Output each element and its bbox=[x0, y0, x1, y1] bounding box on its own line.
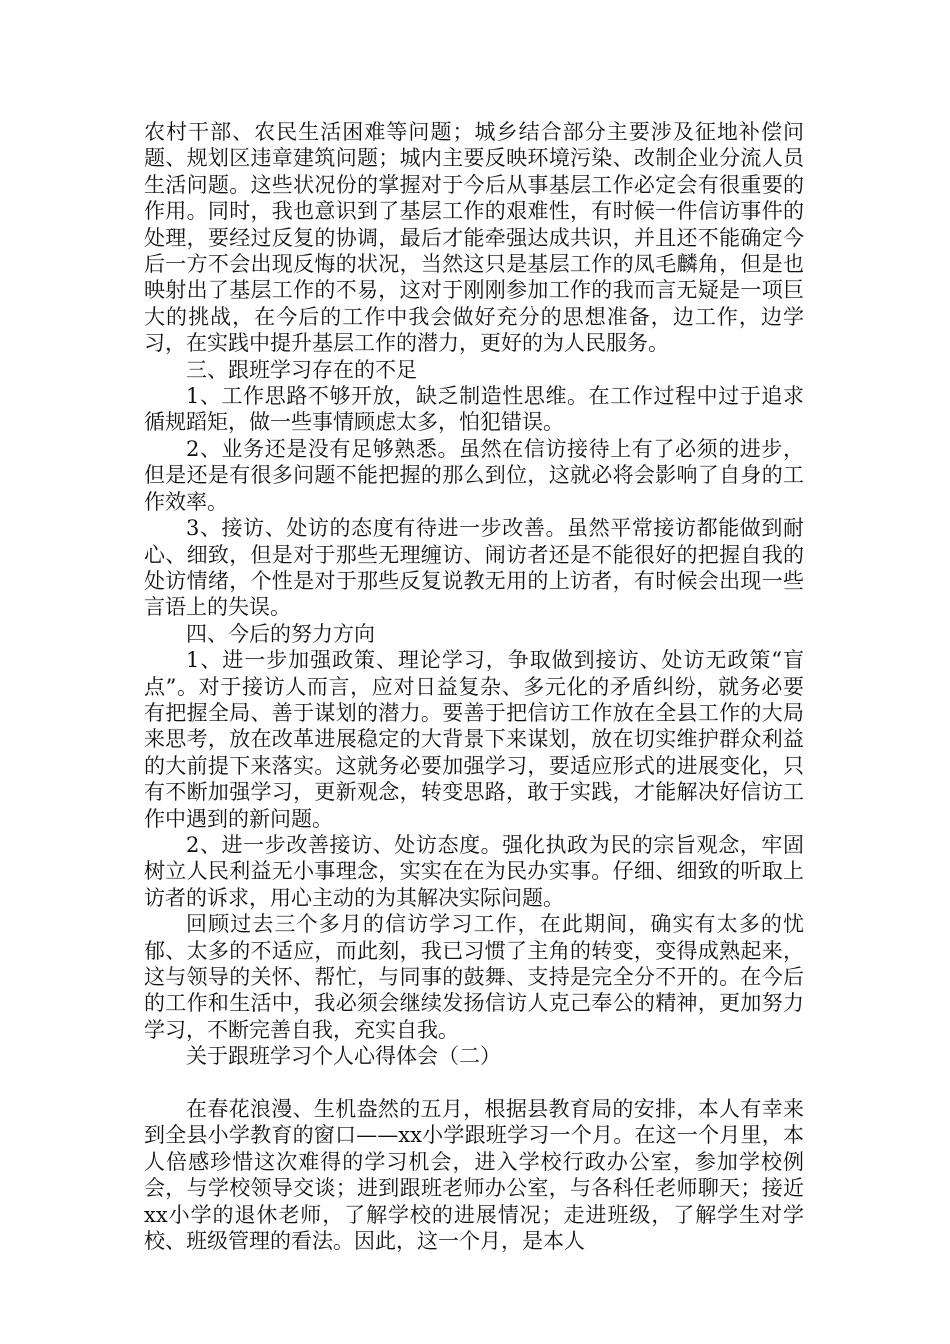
body-paragraph-1: 农村干部、农民生活困难等问题；城乡结合部分主要涉及征地补偿问题、规划区违章建筑问题；城内主要反映环境污染、改制企业分流人员生活问题。这些状况份的掌握对于今后从事基层工作必定会有很重要的作用。同时，我也意识到了基层工作的艰难性，有时候一件信访事件的处理，要经过反复的协调，最后才能牵强达成共识，并且还不能确定今后一方不会出现反悔的状况，当然这只是基层工作的凤毛麟角，但是也映射出了基层工作的不易，这对于刚刚参加工作的我而言无疑是一项巨大的挑战，在今后的工作中我会做好充分的思想准备，边工作，边学习，在实践中提升基层工作的潜力，更好的为人民服务。 bbox=[144, 120, 804, 356]
section-heading-4: 四、今后的努力方向 bbox=[186, 621, 375, 646]
list-item-4-1: 1、进一步加强政策、理论学习，争取做到接访、处访无政策“盲点”。对于接访人而言，应对日益复杂、多元化的矛盾纠纷，就务必要有把握全局、善于谋划的潜力。要善于把信访工作放在全县工作的大局来思考，放在改革进展稳定的大背景下来谋划，放在切实维护群众利益的大前提下来落实。这就务必要加强学习，要适应形式的进展变化，只有不断加强学习，更新观念，转变思路，敢于实践，才能解决好信访工作中遇到的新问题。 bbox=[144, 648, 804, 831]
body-paragraph-2: 在春花浪漫、生机盎然的五月，根据县教育局的安排，本人有幸来到全县小学教育的窗口——xx小学跟班学习一个月。在这一个月里，本人倍感珍惜这次难得的学习机会，进入学校行政办公室，参加学校例会，与学校领导交谈；进到跟班老师办公室，与各科任老师聊天；接近xx小学的退休老师，了解学校的进展情况；走进班级，了解学生对学校、班级管理的看法。因此，这一个月，是本人 bbox=[144, 1097, 804, 1254]
document-page bbox=[144, 119, 804, 1254]
article-title-2: 关于跟班学习个人心得体会（二） bbox=[186, 1044, 501, 1069]
list-item-4-2: 2、进一步改善接访、处访态度。强化执政为民的宗旨观念，牢固树立人民利益无小事理念，实实在在为民办实事。仔细、细致的听取上访者的诉求，用心主动的为其解决实际问题。 bbox=[144, 832, 804, 910]
list-item-3-1: 1、工作思路不够开放，缺乏制造性思维。在工作过程中过于追求循规蹈矩，做一些事情顾虑太多，怕犯错误。 bbox=[144, 384, 804, 435]
blank-line bbox=[144, 1070, 804, 1096]
section-heading-3: 三、跟班学习存在的不足 bbox=[186, 357, 417, 382]
conclusion-paragraph: 回顾过去三个多月的信访学习工作，在此期间，确实有太多的忧郁、太多的不适应，而此刻，我已习惯了主角的转变，变得成熟起来，这与领导的关怀、帮忙，与同事的鼓舞、支持是完全分不开的。在今后的工作和生活中，我必须会继续发扬信访人克己奉公的精神，更加努力学习，不断完善自我，充实自我。 bbox=[144, 912, 804, 1042]
list-item-3-2: 2、业务还是没有足够熟悉。虽然在信访接待上有了必须的进步，但是还是有很多问题不能把握的那么到位，这就必将会影响了自身的工作效率。 bbox=[144, 436, 804, 514]
list-item-3-3: 3、接访、处访的态度有待进一步改善。虽然平常接访都能做到耐心、细致，但是对于那些无理缠访、闹访者还是不能很好的把握自我的处访情绪，个性是对于那些反复说教无用的上访者，有时候会出现一些言语上的失误。 bbox=[144, 516, 804, 620]
